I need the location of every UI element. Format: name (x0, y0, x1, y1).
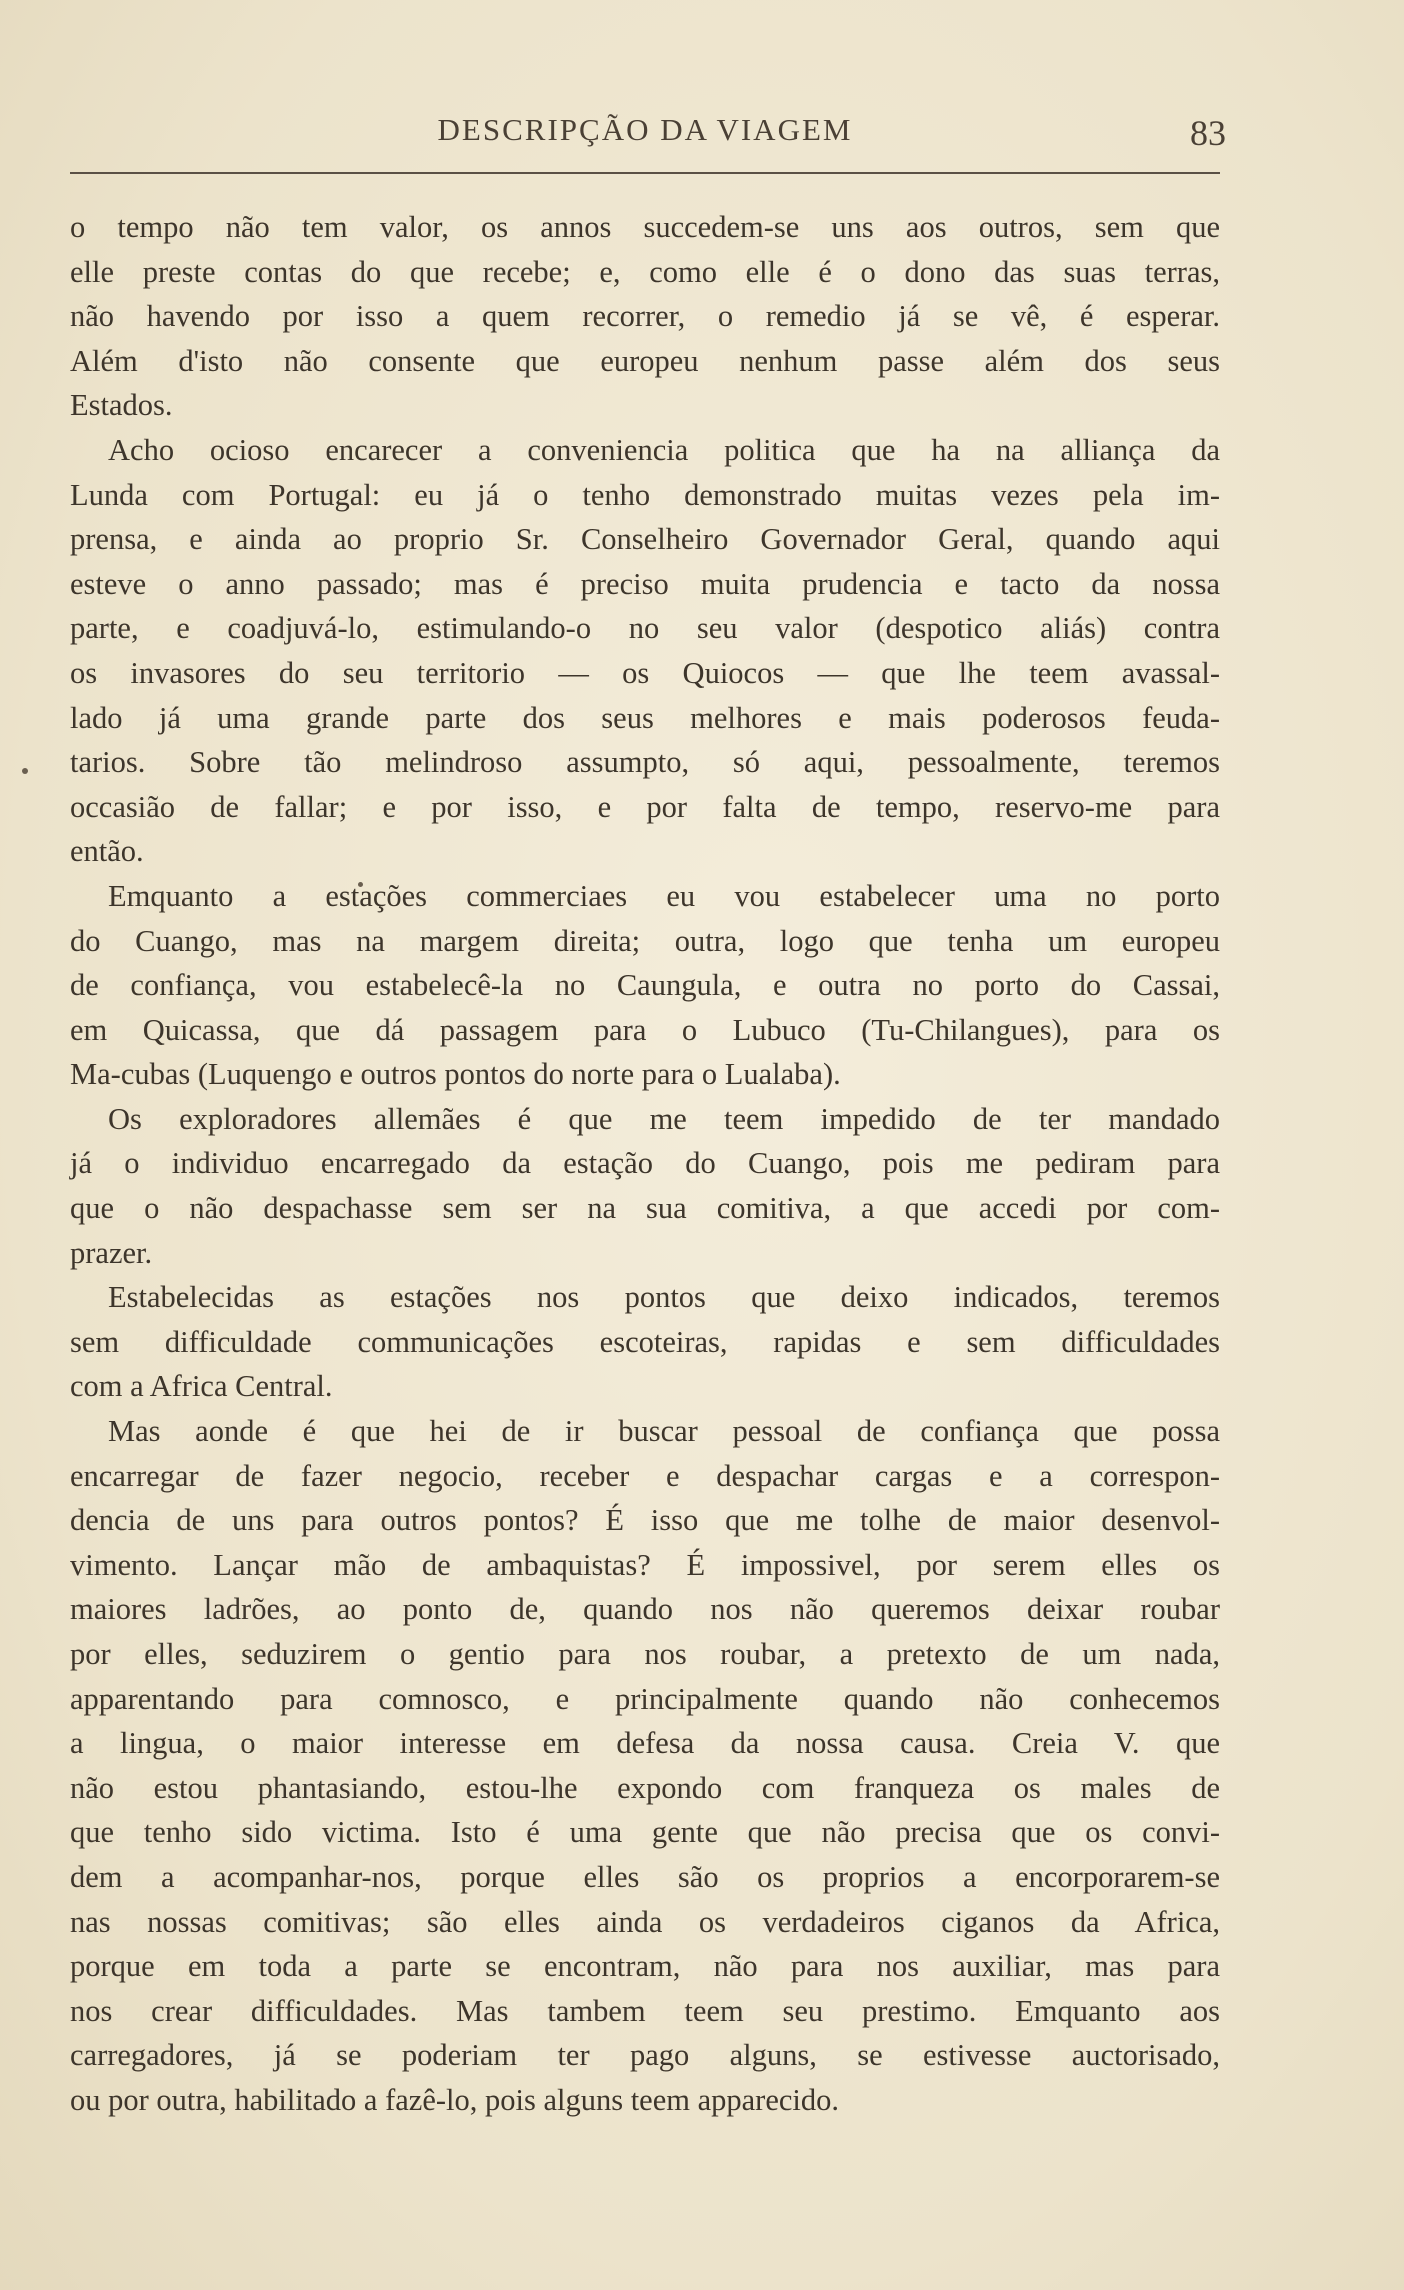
text-line: parte, e coadjuvá-lo, estimulando-o no seu valor (despotico aliás) contra (70, 611, 1220, 646)
text-line: por elles, seduzirem o gentio para nos roubar, a pretexto de um nada, (70, 1637, 1220, 1671)
margin-mark (22, 768, 28, 774)
text-line: então. (70, 834, 144, 869)
text-line: vimento. Lançar mão de ambaquistas? É impossivel, por serem elles os (70, 1547, 1220, 1582)
text-line: de confiança, vou estabelecê-la no Caungula, e outra no porto do Cassai, (70, 968, 1220, 1003)
text-line: apparentando para comnosco, e principalmente quando não conhecemos (70, 1681, 1220, 1716)
text-line: carregadores, já se poderiam ter pago alguns, se estivesse auctorisado, (70, 2038, 1220, 2073)
text-line: prazer. (70, 1235, 153, 1270)
text-line: maiores ladrões, ao ponto de, quando nos não queremos deixar roubar (70, 1592, 1220, 1627)
text-line: em Quicassa, que dá passagem para o Lubuco (Tu-Chilangues), para os (70, 1012, 1220, 1047)
text-line: nos crear difficuldades. Mas tambem teem seu prestimo. Emquanto aos (70, 1993, 1220, 2028)
text-line: já o individuo encarregado da estação do Cuango, pois me pediram para (70, 1146, 1220, 1181)
text-line: que tenho sido victima. Isto é uma gente que não precisa que os convi- (70, 1815, 1220, 1850)
text-line: não estou phantasiando, estou-lhe expondo com franqueza os males de (70, 1770, 1220, 1805)
text-line: occasião de fallar; e por isso, e por falta de tempo, reservo-me para (70, 789, 1220, 824)
text-line: dencia de uns para outros pontos? É isso que me tolhe de maior desenvol- (70, 1503, 1220, 1538)
text-line: porque em toda a parte se encontram, não para nos auxiliar, mas para (70, 1949, 1220, 1984)
running-title: DESCRIPÇÃO DA VIAGEM (437, 112, 853, 147)
text-line: sem difficuldade communicações escoteiras, rapidas e sem difficuldades (70, 1324, 1220, 1359)
text-line: Lunda com Portugal: eu já o tenho demonstrado muitas vezes pela im- (70, 477, 1220, 512)
header-rule (70, 172, 1220, 174)
body-text (70, 205, 1220, 2123)
text-line: ou por outra, habilitado a fazê-lo, pois alguns teem apparecido. (70, 2082, 840, 2117)
text-line: Acho ocioso encarecer a conveniencia politica que ha na alliança da (108, 432, 1220, 467)
text-line: que o não despachasse sem ser na sua comitiva, a que accedi por com- (70, 1191, 1220, 1226)
text-line: dem a acompanhar-nos, porque elles são os proprios a encorporarem-se (70, 1859, 1220, 1894)
text-line: Mas aonde é que hei de ir buscar pessoal de confiança que possa (108, 1414, 1220, 1449)
page-header (70, 112, 1226, 158)
text-line: lado já uma grande parte dos seus melhores e mais poderosos feuda- (70, 700, 1220, 735)
text-line: Os exploradores allemães é que me teem impedido de ter mandado (108, 1101, 1220, 1136)
text-line: prensa, e ainda ao proprio Sr. Conselheiro Governador Geral, quando aqui (70, 522, 1220, 557)
text-line: esteve o anno passado; mas é preciso muita prudencia e tacto da nossa (70, 566, 1220, 601)
text-line: Estados. (70, 388, 173, 423)
text-line: o tempo não tem valor, os annos succedem-se uns aos outros, sem que (70, 210, 1220, 244)
text-line: Ma-cubas (Luquengo e outros pontos do norte para o Lualaba). (70, 1057, 841, 1092)
text-line: encarregar de fazer negocio, receber e despachar cargas e a correspon- (70, 1458, 1220, 1493)
page-number: 83 (1190, 113, 1226, 153)
text-line: elle preste contas do que recebe; e, como elle é o dono das suas terras, (70, 254, 1220, 289)
text-line: a lingua, o maior interesse em defesa da nossa causa. Creia V. que (70, 1726, 1220, 1761)
text-line: Estabelecidas as estações nos pontos que deixo indicados, teremos (108, 1280, 1220, 1315)
text-line: os invasores do seu territorio — os Quiocos — que lhe teem avassal- (70, 655, 1220, 690)
text-line: Emquanto a estações commerciaes eu vou estabelecer uma no porto (108, 878, 1220, 913)
text-line: tarios. Sobre tão melindroso assumpto, só aqui, pessoalmente, teremos (70, 745, 1220, 780)
text-line: Além d'isto não consente que europeu nenhum passe além dos seus (70, 343, 1220, 378)
text-line: nas nossas comitivas; são elles ainda os verdadeiros ciganos da Africa, (70, 1904, 1220, 1939)
text-line: com a Africa Central. (70, 1369, 333, 1404)
text-line: não havendo por isso a quem recorrer, o remedio já se vê, é esperar. (70, 299, 1220, 334)
text-line: do Cuango, mas na margem direita; outra, logo que tenha um europeu (70, 923, 1220, 958)
